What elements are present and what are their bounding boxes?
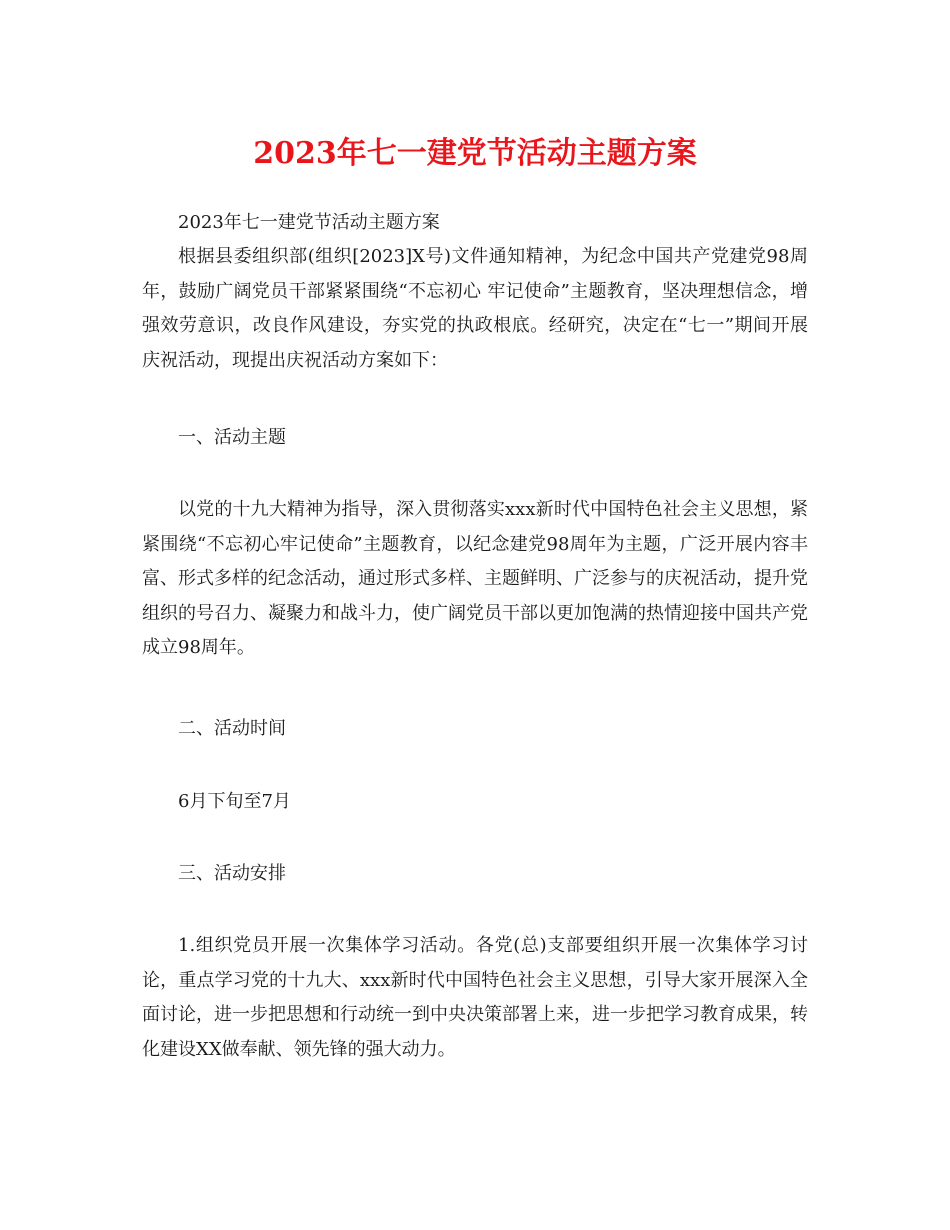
document-subtitle: 2023年七一建党节活动主题方案 [178,212,440,233]
section-3-heading: 三、活动安排 [178,863,286,884]
section-2-body: 6月下旬至7月 [178,791,291,812]
document-title: 2023年七一建党节活动主题方案 [253,136,697,171]
section-1-body: 以党的十九大精神为指导，深入贯彻落实xxx新时代中国特色社会主义思想，紧紧围绕“不忘初心牢记使命”主题教育，以纪念建党98周年为主题，广泛开展内容丰富、形式多样的纪念活动，通过形式多样、主题鲜明、广泛参与的庆祝活动，提升党组织的号召力、凝聚力和战斗力，使广阔党员干部以更加饱满的热情迎接中国共产党成立98周年。 [142,499,808,658]
section-2-heading: 二、活动时间 [178,718,286,739]
section-1-heading: 一、活动主题 [178,427,286,448]
section-3-item-1: 1.组织党员开展一次集体学习活动。各党(总)支部要组织开展一次集体学习讨论，重点学习党的十九大、xxx新时代中国特色社会主义思想，引导大家开展深入全面讨论，进一步把思想和行动统一到中央决策部署上来，进一步把学习教育成果，转化建设XX做奉献、领先锋的强大动力。 [142,935,808,1060]
intro-paragraph: 根据县委组织部(组织[2023]X号)文件通知精神，为纪念中国共产党建党98周年，鼓励广阔党员干部紧紧围绕“不忘初心 牢记使命”主题教育，坚决理想信念，增强效劳意识，改良作风建设，夯实党的执政根底。经研究，决定在“七一”期间开展庆祝活动，现提出庆祝活动方案如下： [142,246,808,371]
